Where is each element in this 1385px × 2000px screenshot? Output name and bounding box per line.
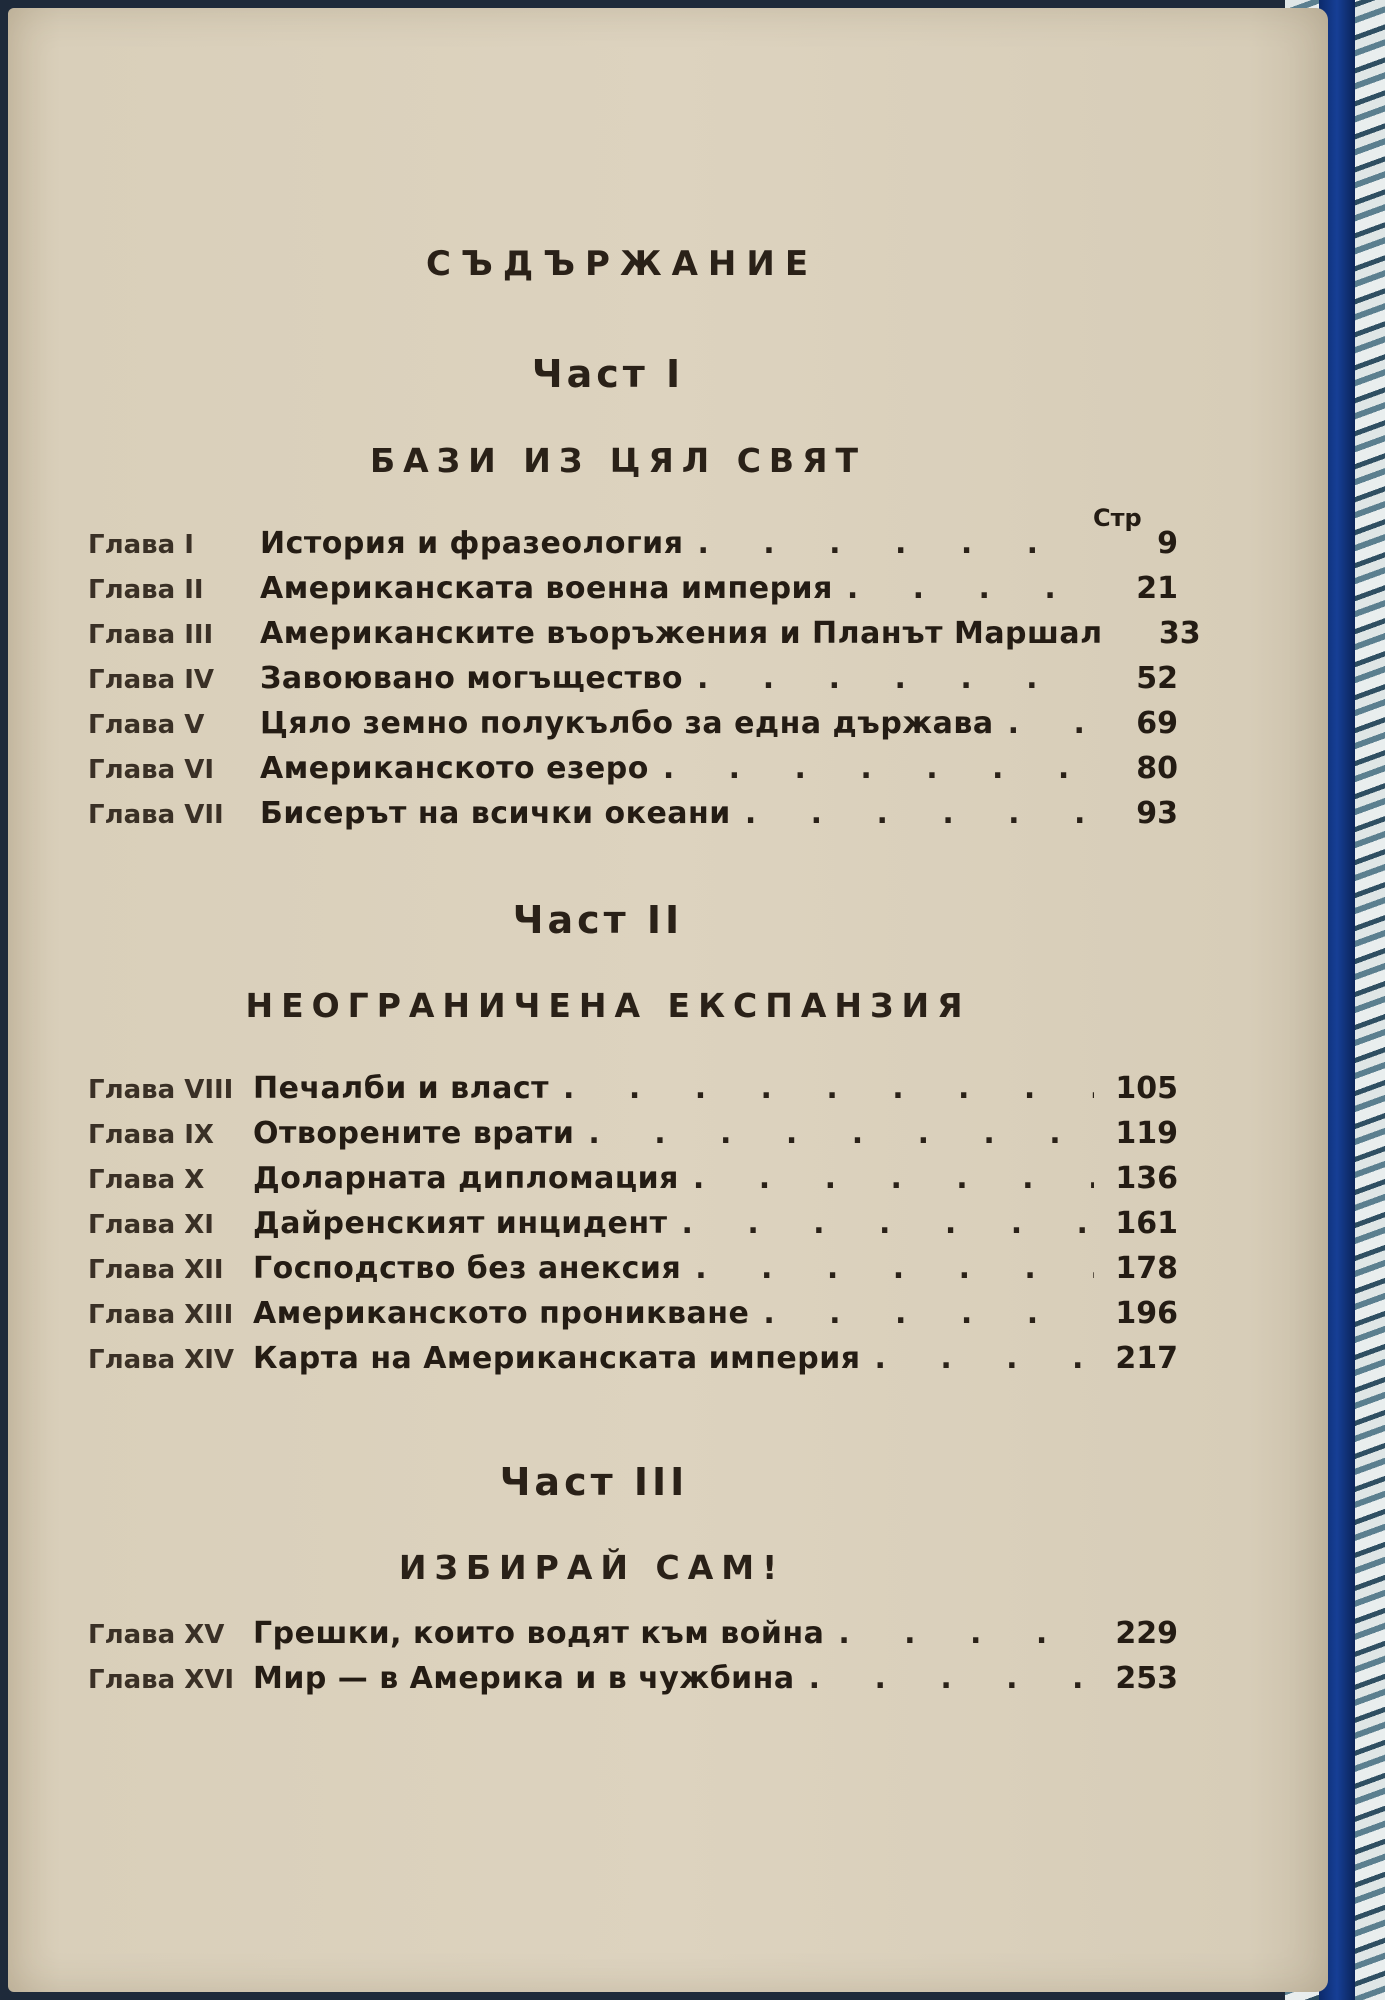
leader-dots <box>697 526 1094 561</box>
chapter-page: 52 <box>1136 661 1178 696</box>
chapter-page: 229 <box>1115 1616 1178 1651</box>
chapter-title: Дайренският инцидент <box>253 1206 668 1241</box>
chapter-title: Бисерът на всички океани <box>260 796 731 831</box>
chapter-page: 178 <box>1115 1251 1178 1286</box>
chapter-page: 80 <box>1136 751 1178 786</box>
toc-entry <box>88 1251 1178 1296</box>
leader-dots <box>875 1341 1095 1376</box>
part-1-chapter-list <box>88 526 1201 841</box>
part-2-subtitle: НЕОГРАНИЧЕНА ЕКСПАНЗИЯ <box>245 986 971 1025</box>
chapter-title: Цяло земно полукълбо за една държава <box>260 706 994 741</box>
leader-dots <box>1008 706 1094 741</box>
chapter-title: Отворените врати <box>253 1116 575 1151</box>
toc-entry <box>88 1616 1178 1661</box>
chapter-label: Глава II <box>88 575 204 605</box>
chapter-label: Глава VIII <box>88 1075 234 1105</box>
chapter-page: 217 <box>1115 1341 1178 1376</box>
book-page <box>8 8 1328 1992</box>
page-column-label: Стр <box>1093 504 1142 532</box>
leader-dots <box>563 1071 1094 1106</box>
chapter-page: 33 <box>1158 616 1201 651</box>
toc-entry <box>88 1206 1178 1251</box>
chapter-page: 9 <box>1157 526 1178 561</box>
chapter-label: Глава XII <box>88 1255 224 1285</box>
chapter-label: Глава IV <box>88 665 215 695</box>
chapter-title: Печалби и власт <box>253 1071 550 1106</box>
leader-dots <box>763 1296 1094 1331</box>
chapter-label: Глава X <box>88 1165 205 1195</box>
part-1-subtitle: БАЗИ ИЗ ЦЯЛ СВЯТ <box>369 441 866 480</box>
chapter-label: Глава I <box>88 530 194 560</box>
chapter-label: Глава XI <box>88 1210 214 1240</box>
part-2-title: Част II <box>512 898 684 942</box>
chapter-label: Глава VI <box>88 755 215 785</box>
toc-entry <box>88 796 1178 841</box>
chapter-page: 136 <box>1115 1161 1178 1196</box>
toc-entry <box>88 1161 1178 1206</box>
toc-entry <box>88 616 1201 661</box>
toc-entry <box>88 706 1178 751</box>
toc-entry <box>88 661 1178 706</box>
part-3-chapter-list <box>88 1616 1178 1706</box>
chapter-label: Глава XIV <box>88 1345 235 1375</box>
chapter-title: Американското проникване <box>253 1296 750 1331</box>
chapter-title: Карта на Американската империя <box>253 1341 861 1376</box>
toc-entry <box>88 1071 1178 1116</box>
chapter-label: Глава IX <box>88 1120 214 1150</box>
chapter-title: История и фразеология <box>260 526 684 561</box>
chapter-title: Доларната дипломация <box>253 1161 679 1196</box>
leader-dots <box>809 1661 1094 1696</box>
chapter-label: Глава VII <box>88 800 224 830</box>
toc-entry <box>88 1661 1178 1706</box>
part-3-subtitle: ИЗБИРАЙ САМ! <box>398 1548 786 1587</box>
chapter-label: Глава XIII <box>88 1300 234 1330</box>
chapter-page: 93 <box>1136 796 1178 831</box>
part-2-chapter-list <box>88 1071 1178 1386</box>
toc-entry <box>88 526 1178 571</box>
chapter-page: 161 <box>1115 1206 1178 1241</box>
leader-dots <box>838 1616 1094 1651</box>
contents-title: СЪДЪРЖАНИЕ <box>425 244 819 284</box>
chapter-label: Глава III <box>88 620 214 650</box>
leader-dots <box>697 661 1094 696</box>
leader-dots <box>693 1161 1094 1196</box>
chapter-page: 21 <box>1136 571 1178 606</box>
chapter-page: 69 <box>1136 706 1178 741</box>
toc-entry <box>88 751 1178 796</box>
toc-entry <box>88 1341 1178 1386</box>
chapter-page: 196 <box>1115 1296 1178 1331</box>
chapter-title: Господство без анексия <box>253 1251 682 1286</box>
chapter-page: 253 <box>1115 1661 1178 1696</box>
leader-dots <box>695 1251 1094 1286</box>
leader-dots <box>745 796 1094 831</box>
toc-entry <box>88 1116 1178 1161</box>
toc-entry <box>88 1296 1178 1341</box>
chapter-title: Грешки, които водят към война <box>253 1616 825 1651</box>
leader-dots <box>588 1116 1094 1151</box>
chapter-page: 105 <box>1115 1071 1178 1106</box>
leader-dots <box>682 1206 1095 1241</box>
chapter-label: Глава V <box>88 710 205 740</box>
chapter-label: Глава XV <box>88 1620 225 1650</box>
chapter-title: Завоювано могъщество <box>260 661 683 696</box>
chapter-title: Американското езеро <box>260 751 649 786</box>
chapter-title: Американската военна империя <box>260 571 833 606</box>
part-1-title: Част I <box>531 352 685 396</box>
toc-entry <box>88 571 1178 616</box>
leader-dots <box>847 571 1094 606</box>
chapter-page: 119 <box>1115 1116 1178 1151</box>
chapter-title: Американските въоръжения и Планът Маршал <box>260 616 1103 651</box>
chapter-label: Глава XVI <box>88 1665 235 1695</box>
leader-dots <box>663 751 1094 786</box>
part-3-title: Част III <box>499 1460 689 1504</box>
chapter-title: Мир — в Америка и в чужбина <box>253 1661 795 1696</box>
